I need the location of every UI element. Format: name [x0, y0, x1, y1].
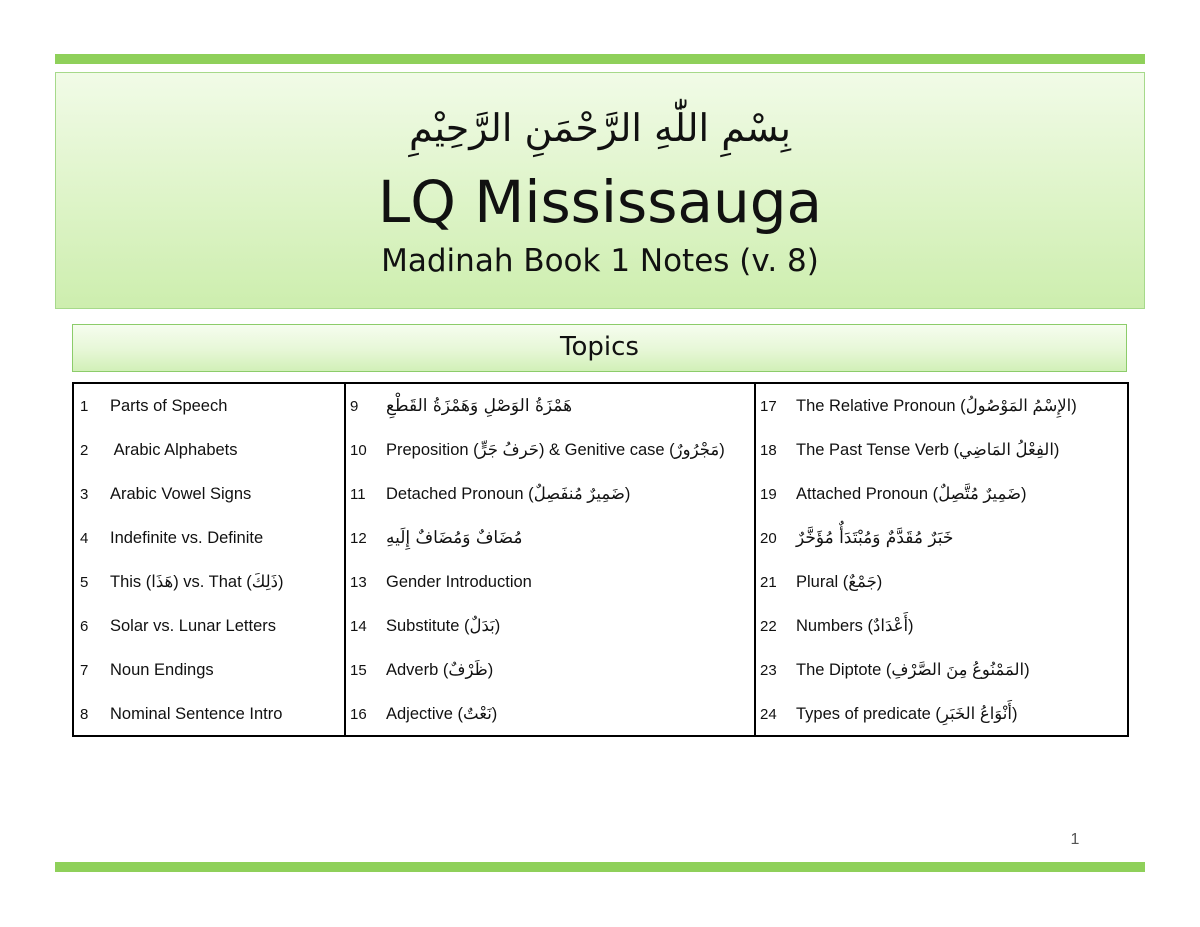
topic-label: Preposition (حَرفُ جَرٍّ) & Genitive case (مَجْرُورٌ)	[386, 441, 725, 459]
topic-label: Arabic Alphabets	[110, 440, 238, 459]
topic-row	[346, 560, 754, 604]
topic-number: 13	[350, 573, 367, 591]
topic-label: Adverb (ظَرْفٌ)	[386, 661, 494, 679]
topic-row	[74, 516, 344, 560]
topic-row	[756, 472, 1127, 516]
topic-row	[756, 516, 1127, 560]
topics-column-2	[346, 384, 756, 735]
topic-row	[346, 648, 754, 692]
topic-number: 8	[80, 705, 89, 723]
topic-label: The Past Tense Verb (الفِعْلُ المَاضِي)	[796, 441, 1060, 459]
topic-number: 3	[80, 485, 89, 503]
bottom-accent-bar	[55, 862, 1145, 872]
topic-row	[74, 428, 344, 472]
topic-row	[756, 560, 1127, 604]
topics-column-3	[756, 384, 1127, 735]
top-accent-bar	[55, 54, 1145, 64]
title-banner	[55, 72, 1145, 309]
bismillah-heading: بِسْمِ اللّٰهِ الرَّحْمَنِ الرَّحِيْمِ	[409, 106, 791, 150]
topic-row	[74, 648, 344, 692]
topic-number: 22	[760, 617, 777, 635]
topic-row	[756, 648, 1127, 692]
topic-label: Plural (جَمْعٌ)	[796, 573, 883, 591]
topic-number: 9	[350, 397, 359, 415]
topic-number: 7	[80, 661, 89, 679]
topic-label: This (هَذَا) vs. That (ذَلِكَ)	[110, 573, 284, 591]
topic-row	[74, 472, 344, 516]
topic-row	[756, 692, 1127, 736]
topic-label: Adjective (نَعْتٌ)	[386, 705, 498, 723]
topic-row	[346, 428, 754, 472]
topic-number: 1	[80, 397, 89, 415]
topic-number: 4	[80, 529, 89, 547]
topic-number: 18	[760, 441, 777, 459]
topic-row	[346, 472, 754, 516]
topic-label: مُضَافٌ وَمُضَافٌ إِلَيهِ	[386, 528, 523, 548]
topic-label: The Diptote (المَمْنُوعُ مِنَ الصَّرْفِ)	[796, 661, 1030, 679]
topic-number: 19	[760, 485, 777, 503]
topic-label: Noun Endings	[110, 660, 214, 679]
topic-label: Nominal Sentence Intro	[110, 704, 283, 723]
topic-number: 16	[350, 705, 367, 723]
topic-number: 2	[80, 441, 89, 459]
topic-row	[346, 604, 754, 648]
topics-column-1	[74, 384, 346, 735]
topic-row	[346, 384, 754, 428]
topic-label: Gender Introduction	[386, 572, 532, 591]
page-subtitle: Madinah Book 1 Notes (v. 8)	[381, 243, 819, 279]
topic-label: Attached Pronoun (ضَمِيرٌ مُتَّصِلٌ)	[796, 485, 1027, 503]
page-title: LQ Mississauga	[377, 168, 823, 236]
topic-number: 20	[760, 529, 777, 547]
topic-number: 21	[760, 573, 777, 591]
topic-label: Substitute (بَدَلٌ)	[386, 617, 501, 635]
topic-row	[346, 692, 754, 736]
topic-label: Solar vs. Lunar Letters	[110, 616, 276, 635]
topic-row	[74, 384, 344, 428]
topic-label: Detached Pronoun (ضَمِيرٌ مُنفَصِلٌ)	[386, 485, 631, 503]
topic-number: 5	[80, 573, 89, 591]
topics-table	[72, 382, 1129, 737]
page-number: 1	[1070, 831, 1080, 848]
topic-row	[74, 560, 344, 604]
topic-number: 23	[760, 661, 777, 679]
topic-row	[74, 692, 344, 736]
topic-number: 11	[350, 485, 366, 503]
topic-number: 14	[350, 617, 367, 635]
topic-number: 6	[80, 617, 89, 635]
topic-row	[756, 428, 1127, 472]
topic-label: Types of predicate (أَنْوَاعُ الخَبَرِ)	[796, 705, 1018, 723]
topic-row	[74, 604, 344, 648]
topic-label: The Relative Pronoun (الإِسْمُ المَوْصُولُ)	[796, 397, 1077, 415]
topic-number: 12	[350, 529, 367, 547]
topic-row	[346, 516, 754, 560]
topic-number: 24	[760, 705, 777, 723]
topic-row	[756, 604, 1127, 648]
topic-row	[756, 384, 1127, 428]
topic-label: خَبَرٌ مُقَدَّمٌ وَمُبْتَدَأٌ مُؤَخَّرٌ	[796, 528, 954, 548]
topics-heading: Topics	[72, 324, 1127, 372]
topic-number: 10	[350, 441, 367, 459]
topic-label: Indefinite vs. Definite	[110, 528, 264, 547]
topic-number: 17	[760, 397, 777, 415]
topic-label: Numbers (أَعْدَادٌ)	[796, 617, 914, 635]
topic-label: Parts of Speech	[110, 396, 228, 415]
topic-label: هَمْزَةُ الوَصْلِ وَهَمْزَةُ القَطْعِ	[386, 396, 573, 416]
topic-number: 15	[350, 661, 367, 679]
topic-label: Arabic Vowel Signs	[110, 484, 252, 503]
